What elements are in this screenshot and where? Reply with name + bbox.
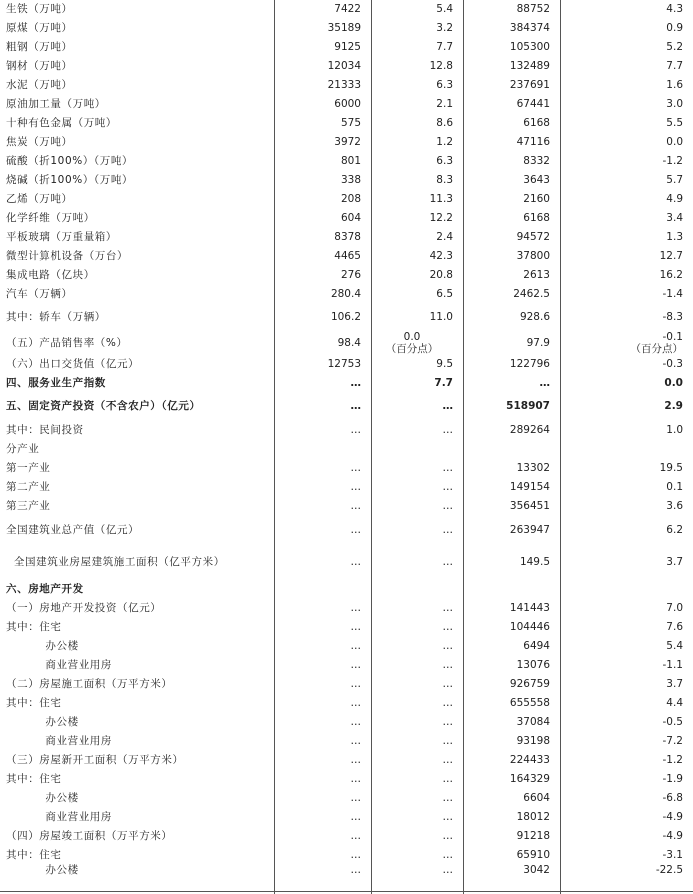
month-growth: … (442, 734, 453, 747)
ytd-growth: 4.4 (666, 696, 683, 709)
month-value: … (350, 523, 361, 536)
ytd-growth: 7.7 (666, 59, 683, 72)
month-growth: 12.2 (429, 211, 453, 224)
ytd-value: 104446 (509, 620, 550, 633)
month-growth: … (442, 810, 453, 823)
month-growth: … (442, 601, 453, 614)
ytd-growth: 0.0 (666, 135, 683, 148)
ytd-value: 141443 (509, 601, 550, 614)
ytd-value: 37084 (516, 715, 550, 728)
month-value (274, 440, 371, 459)
ytd-value: 6168 (523, 116, 550, 129)
month-growth: … (442, 753, 453, 766)
ytd-growth: -22.5 (655, 863, 683, 876)
ytd-growth: 0.0 (664, 376, 683, 389)
month-growth: … (442, 677, 453, 690)
month-value: 208 (340, 192, 361, 205)
ytd-value: 18012 (516, 810, 550, 823)
row-label: 粗钢（万吨） (6, 40, 73, 53)
row-label: 其中：住宅 (6, 696, 62, 709)
month-growth: … (442, 772, 453, 785)
ytd-growth (560, 440, 693, 459)
ytd-growth: 2.9 (664, 400, 683, 413)
month-value: … (350, 555, 361, 568)
ytd-growth: 7.6 (666, 620, 683, 633)
ytd-value: 67441 (516, 97, 550, 110)
row-label: 原油加工量（万吨） (6, 97, 106, 110)
month-growth: 6.3 (436, 154, 453, 167)
ytd-growth: -1.9 (662, 772, 683, 785)
ytd-value: 2462.5 (513, 287, 550, 300)
ytd-growth: 3.6 (666, 499, 683, 512)
ytd-growth: -1.4 (662, 287, 683, 300)
row-label: 商业营业用房 (6, 810, 112, 823)
month-growth: … (442, 848, 453, 861)
month-growth-value: 0.0 (403, 331, 421, 344)
row-label: 其中：轿车（万辆） (6, 311, 106, 324)
month-growth: 8.6 (436, 116, 453, 129)
ytd-growth (560, 332, 693, 355)
ytd-value: 3643 (523, 173, 550, 186)
row-label: 硫酸（折100%）（万吨） (6, 154, 134, 167)
month-value: … (350, 499, 361, 512)
month-value: … (350, 863, 361, 876)
ytd-growth: 3.4 (666, 211, 683, 224)
row-label: 第一产业 (6, 461, 51, 474)
ytd-growth: 5.5 (666, 116, 683, 129)
ytd-value: 13302 (516, 461, 550, 474)
ytd-growth-value: -0.1 (662, 331, 683, 344)
month-growth: … (442, 423, 453, 436)
month-growth: … (442, 696, 453, 709)
month-growth: 2.1 (436, 97, 453, 110)
row-label: 其中：住宅 (6, 848, 62, 861)
ytd-value: 105300 (509, 40, 550, 53)
ytd-growth: -1.2 (662, 154, 683, 167)
month-value: … (350, 620, 361, 633)
month-growth: 2.4 (436, 230, 453, 243)
section-heading: 五、固定资产投资（不含农户）（亿元） (6, 400, 201, 413)
month-growth: … (442, 523, 453, 536)
ytd-growth: 5.2 (666, 40, 683, 53)
row-label: （一）房地产开发投资（亿元） (6, 601, 162, 614)
ytd-value: 3042 (523, 863, 550, 876)
ytd-growth: -8.3 (662, 311, 683, 324)
month-value: … (350, 829, 361, 842)
column-divider (463, 0, 464, 894)
ytd-growth: -7.2 (662, 734, 683, 747)
month-value: … (350, 772, 361, 785)
month-value: … (350, 753, 361, 766)
month-growth: 5.4 (436, 2, 453, 15)
month-growth: … (442, 400, 453, 413)
row-label: 全国建筑业房屋建筑施工面积（亿平方米） (6, 555, 225, 568)
month-value: … (350, 639, 361, 652)
ytd-value: 237691 (509, 78, 550, 91)
ytd-value: 149.5 (519, 555, 550, 568)
ytd-value: 122796 (509, 357, 550, 370)
month-value: … (350, 810, 361, 823)
month-value: … (350, 461, 361, 474)
ytd-growth: 4.9 (666, 192, 683, 205)
row-label: 分产业 (6, 442, 40, 455)
ytd-growth: 3.7 (666, 677, 683, 690)
month-value: 21333 (327, 78, 361, 91)
month-value: 276 (340, 268, 361, 281)
month-value: … (350, 791, 361, 804)
ytd-value: 356451 (509, 499, 550, 512)
ytd-growth: 16.2 (659, 268, 683, 281)
row-label: 化学纤维（万吨） (6, 211, 95, 224)
row-label: 微型计算机设备（万台） (6, 249, 129, 262)
row-label: 乙烯（万吨） (6, 192, 73, 205)
row-label: （四）房屋竣工面积（万平方米） (6, 829, 173, 842)
ytd-value: 13076 (516, 658, 550, 671)
month-value: 35189 (327, 21, 361, 34)
ytd-value: 149154 (509, 480, 550, 493)
row-label: 商业营业用房 (6, 734, 112, 747)
row-label: 商业营业用房 (6, 658, 112, 671)
ytd-growth: -4.9 (662, 829, 683, 842)
month-value: 3972 (334, 135, 361, 148)
ytd-growth: 5.4 (666, 639, 683, 652)
ytd-growth: -1.1 (662, 658, 683, 671)
ytd-value: 37800 (516, 249, 550, 262)
ytd-value: 926759 (509, 677, 550, 690)
month-value: 106.2 (330, 311, 361, 324)
month-growth-unit: （百分点） (385, 342, 439, 355)
month-value: … (350, 423, 361, 436)
row-label: 其中：住宅 (6, 772, 62, 785)
ytd-growth: 19.5 (659, 461, 683, 474)
ytd-value: 289264 (509, 423, 550, 436)
month-value: 604 (340, 211, 361, 224)
month-growth: 6.3 (436, 78, 453, 91)
ytd-value: 97.9 (526, 336, 550, 349)
month-growth: 9.5 (436, 357, 453, 370)
ytd-value (463, 440, 560, 459)
month-value: … (350, 400, 361, 413)
ytd-value: 928.6 (519, 311, 550, 324)
row-label: 全国建筑业总产值（亿元） (6, 523, 140, 536)
row-label: 原煤（万吨） (6, 21, 73, 34)
ytd-value: 91218 (516, 829, 550, 842)
month-value: … (350, 601, 361, 614)
month-value: 801 (340, 154, 361, 167)
month-growth: … (442, 555, 453, 568)
row-label: 办公楼 (6, 863, 79, 876)
table-bottom-border (0, 891, 693, 892)
month-growth (371, 332, 463, 355)
row-label: 十种有色金属（万吨） (6, 116, 117, 129)
month-value: 8378 (334, 230, 361, 243)
month-growth: … (442, 499, 453, 512)
ytd-growth (560, 580, 693, 599)
ytd-growth: -4.9 (662, 810, 683, 823)
ytd-growth: -1.2 (662, 753, 683, 766)
ytd-value: 164329 (509, 772, 550, 785)
ytd-growth: 1.0 (666, 423, 683, 436)
month-value: … (350, 848, 361, 861)
ytd-growth: 1.6 (666, 78, 683, 91)
row-label: 汽车（万辆） (6, 287, 73, 300)
month-value (274, 580, 371, 599)
month-value: … (350, 696, 361, 709)
month-growth: 7.7 (434, 376, 453, 389)
row-label: 其中：住宅 (6, 620, 62, 633)
month-growth: 7.7 (436, 40, 453, 53)
ytd-value: 6494 (523, 639, 550, 652)
month-growth: 12.8 (429, 59, 453, 72)
month-growth (371, 440, 463, 459)
ytd-value: 8332 (523, 154, 550, 167)
month-value: … (350, 734, 361, 747)
month-growth: … (442, 863, 453, 876)
ytd-value: 88752 (516, 2, 550, 15)
month-value: 6000 (334, 97, 361, 110)
month-growth: … (442, 461, 453, 474)
row-label: 办公楼 (6, 791, 79, 804)
row-label: 平板玻璃（万重量箱） (6, 230, 117, 243)
ytd-value: 6168 (523, 211, 550, 224)
month-growth: … (442, 791, 453, 804)
ytd-value: 47116 (516, 135, 550, 148)
month-value: 338 (340, 173, 361, 186)
month-growth: 6.5 (436, 287, 453, 300)
ytd-value: 132489 (509, 59, 550, 72)
ytd-growth: 5.7 (666, 173, 683, 186)
ytd-value: 93198 (516, 734, 550, 747)
ytd-growth: 6.2 (666, 523, 683, 536)
month-value: 12753 (327, 357, 361, 370)
month-growth: 11.0 (429, 311, 453, 324)
month-value: 4465 (334, 249, 361, 262)
ytd-growth: 4.3 (666, 2, 683, 15)
ytd-value: 224433 (509, 753, 550, 766)
ytd-value: … (539, 376, 550, 389)
month-value: … (350, 677, 361, 690)
ytd-growth-unit: （百分点） (630, 342, 683, 355)
row-label: 烧碱（折100%）（万吨） (6, 173, 134, 186)
ytd-growth: 7.0 (666, 601, 683, 614)
month-value: 7422 (334, 2, 361, 15)
ytd-value: 65910 (516, 848, 550, 861)
ytd-growth: 0.9 (666, 21, 683, 34)
row-label: 办公楼 (6, 639, 79, 652)
ytd-growth: 1.3 (666, 230, 683, 243)
row-label: 水泥（万吨） (6, 78, 73, 91)
ytd-value: 384374 (509, 21, 550, 34)
ytd-growth: 3.0 (666, 97, 683, 110)
ytd-growth: 0.1 (666, 480, 683, 493)
section-heading: 四、服务业生产指数 (6, 376, 106, 389)
ytd-value: 518907 (506, 400, 550, 413)
month-growth: 20.8 (429, 268, 453, 281)
row-label: （三）房屋新开工面积（万平方米） (6, 753, 184, 766)
row-label: 第二产业 (6, 480, 51, 493)
month-growth (371, 580, 463, 599)
row-label: 其中：民间投资 (6, 423, 84, 436)
month-growth: … (442, 639, 453, 652)
ytd-growth: 3.7 (666, 555, 683, 568)
ytd-value: 94572 (516, 230, 550, 243)
month-value: … (350, 376, 361, 389)
month-growth: … (442, 658, 453, 671)
column-divider (371, 0, 372, 894)
column-divider (560, 0, 561, 894)
ytd-value (463, 580, 560, 599)
row-label: （二）房屋施工面积（万平方米） (6, 677, 173, 690)
column-divider (274, 0, 275, 894)
row-label: （六）出口交货值（亿元） (6, 357, 140, 370)
row-label: 焦炭（万吨） (6, 135, 73, 148)
month-value: … (350, 715, 361, 728)
ytd-growth: -3.1 (662, 848, 683, 861)
ytd-value: 263947 (509, 523, 550, 536)
ytd-growth: -6.8 (662, 791, 683, 804)
month-growth: … (442, 715, 453, 728)
month-value: … (350, 480, 361, 493)
ytd-value: 2160 (523, 192, 550, 205)
row-label: 生铁（万吨） (6, 2, 73, 15)
row-label: 钢材（万吨） (6, 59, 73, 72)
month-value: 280.4 (330, 287, 361, 300)
section-heading: 六、房地产开发 (6, 582, 84, 595)
ytd-value: 6604 (523, 791, 550, 804)
month-value: … (350, 658, 361, 671)
month-growth: 3.2 (436, 21, 453, 34)
month-growth: … (442, 620, 453, 633)
ytd-growth: -0.5 (662, 715, 683, 728)
month-growth: 1.2 (436, 135, 453, 148)
ytd-growth: -0.3 (662, 357, 683, 370)
month-value: 575 (340, 116, 361, 129)
ytd-value: 655558 (509, 696, 550, 709)
month-growth: 42.3 (429, 249, 453, 262)
row-label: （五）产品销售率（%） (6, 336, 128, 349)
month-value: 12034 (327, 59, 361, 72)
row-label: 集成电路（亿块） (6, 268, 95, 281)
ytd-value: 2613 (523, 268, 550, 281)
month-value: 9125 (334, 40, 361, 53)
ytd-growth: 12.7 (659, 249, 683, 262)
row-label: 办公楼 (6, 715, 79, 728)
month-growth: 8.3 (436, 173, 453, 186)
month-growth: … (442, 829, 453, 842)
month-growth: 11.3 (429, 192, 453, 205)
row-label: 第三产业 (6, 499, 51, 512)
month-growth: … (442, 480, 453, 493)
month-value: 98.4 (337, 336, 361, 349)
